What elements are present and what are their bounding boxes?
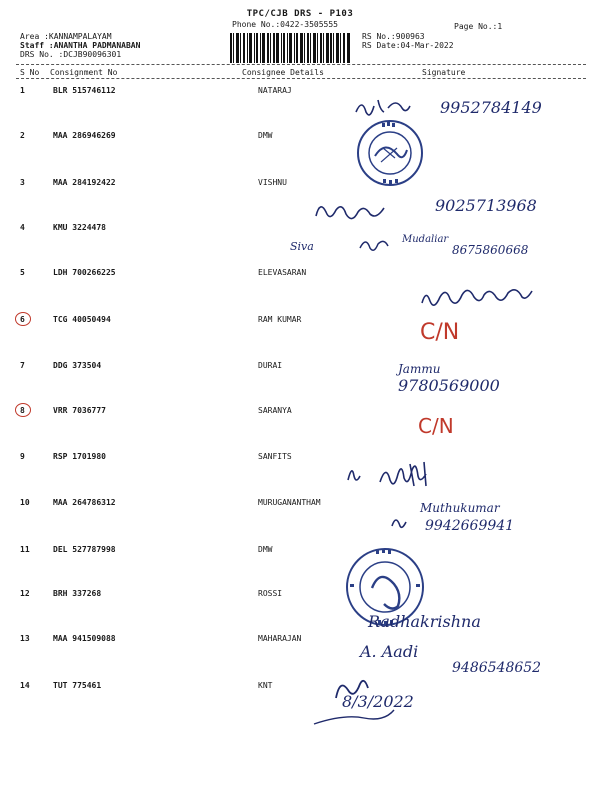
table-row (0, 268, 600, 282)
table-row (0, 361, 600, 375)
table-row (0, 634, 600, 648)
row-sno: 8 (20, 406, 25, 415)
row-consignment: RSP 1701980 (53, 452, 106, 461)
row-consignment: DEL 527787998 (53, 545, 116, 554)
row-sno: 11 (20, 545, 30, 554)
sheet-title: TPC/CJB DRS - P103 (246, 9, 354, 19)
rs-number: RS No.:900963 (362, 32, 425, 41)
handwritten-name: Jammu (398, 362, 441, 376)
row-consignment: MAA 264786312 (53, 498, 116, 507)
table-row (0, 545, 600, 559)
row-consignee: DMW (258, 545, 273, 554)
table-row (0, 406, 600, 420)
handwritten-signature (312, 196, 392, 222)
row-sno: 10 (20, 498, 30, 507)
table-row (0, 223, 600, 237)
row-consignment: KMU 3224478 (53, 223, 106, 232)
row-sno: 5 (20, 268, 25, 277)
row-consignment: TCG 40050494 (53, 315, 111, 324)
row-consignee: VISHNU (258, 178, 287, 187)
handwritten-name: Siva (290, 240, 314, 253)
row-consignment: MAA 284192422 (53, 178, 116, 187)
row-sno: 12 (20, 589, 30, 598)
row-consignment: BLR 515746112 (53, 86, 116, 95)
row-sno: 7 (20, 361, 25, 370)
rs-date: RS Date:04-Mar-2022 (362, 41, 454, 50)
handwritten-phone: 9952784149 (440, 98, 542, 117)
row-consignee: ELEVASARAN (258, 268, 307, 277)
row-sno: 1 (20, 86, 25, 95)
row-consignee: MURUGANANTHAM (258, 498, 321, 507)
handwritten-signature (418, 285, 548, 309)
undelivered-mark: C/N (420, 320, 460, 345)
page-number: Page No.:1 (454, 22, 503, 31)
handwritten-name: A. Aadi (360, 642, 419, 661)
column-header-consignment: Consignment No (50, 68, 118, 77)
row-consignment: DDG 373504 (53, 361, 102, 370)
handwritten-signature (340, 458, 470, 490)
column-header-sno: S No (20, 68, 40, 77)
column-header-divider (16, 78, 586, 79)
row-consignment: MAA 286946269 (53, 131, 116, 140)
row-consignee: SARANYA (258, 406, 292, 415)
area-label: Area :KANNAMPALAYAM (20, 32, 112, 41)
company-stamp-icon (355, 118, 425, 188)
row-consignee: NATARAJ (258, 86, 292, 95)
table-row (0, 178, 600, 192)
row-sno: 13 (20, 634, 30, 643)
row-consignee: RAM KUMAR (258, 315, 302, 324)
row-sno: 14 (20, 681, 30, 690)
red-circle-mark (15, 312, 31, 326)
table-row (0, 589, 600, 603)
row-consignment: BRH 337268 (53, 589, 102, 598)
row-consignee: DMW (258, 131, 273, 140)
handwritten-phone: 9025713968 (435, 196, 537, 215)
handwritten-phone: 8675860668 (452, 243, 529, 257)
row-consignee: SANFITS (258, 452, 292, 461)
row-consignee: DURAI (258, 361, 283, 370)
table-row (0, 315, 600, 329)
barcode-graphic (230, 33, 350, 63)
row-consignment: LDH 700266225 (53, 268, 116, 277)
handwritten-phone: 9486548652 (452, 660, 542, 676)
handwritten-signature (358, 234, 398, 254)
row-sno: 4 (20, 223, 25, 232)
handwritten-scribble (310, 704, 400, 734)
table-row (0, 131, 600, 145)
table-row (0, 452, 600, 466)
handwritten-signature (352, 94, 422, 120)
row-consignee: ROSSI (258, 589, 283, 598)
red-circle-mark (15, 403, 31, 417)
header-divider (16, 64, 586, 65)
phone-number: Phone No.:0422-3505555 (232, 20, 338, 29)
handwritten-phone: 9780569000 (398, 376, 500, 395)
row-consignment: VRR 7036777 (53, 406, 106, 415)
row-sno: 6 (20, 315, 25, 324)
row-sno: 9 (20, 452, 25, 461)
column-header-signature: Signature (422, 68, 466, 77)
staff-label: Staff :ANANTHA PADMANABAN (20, 41, 141, 50)
drs-number: DRS No. :DCJB90096301 (20, 50, 122, 59)
table-row (0, 498, 600, 512)
table-row (0, 681, 600, 695)
row-sno: 2 (20, 131, 25, 140)
handwritten-signature (388, 512, 408, 530)
row-consignee: MAHARAJAN (258, 634, 302, 643)
undelivered-mark: C/N (418, 414, 454, 438)
handwritten-name: Radhakrishna (368, 612, 481, 631)
column-header-consignee: Consignee Details (242, 68, 324, 77)
row-sno: 3 (20, 178, 25, 187)
row-consignment: MAA 941509088 (53, 634, 116, 643)
handwritten-date: 8/3/2022 (342, 692, 414, 711)
row-consignee: KNT (258, 681, 273, 690)
row-consignment: TUT 775461 (53, 681, 102, 690)
handwritten-name: Mudaliar (402, 234, 449, 245)
handwritten-name: Muthukumar (420, 501, 500, 515)
handwritten-phone: 9942669941 (425, 518, 515, 534)
